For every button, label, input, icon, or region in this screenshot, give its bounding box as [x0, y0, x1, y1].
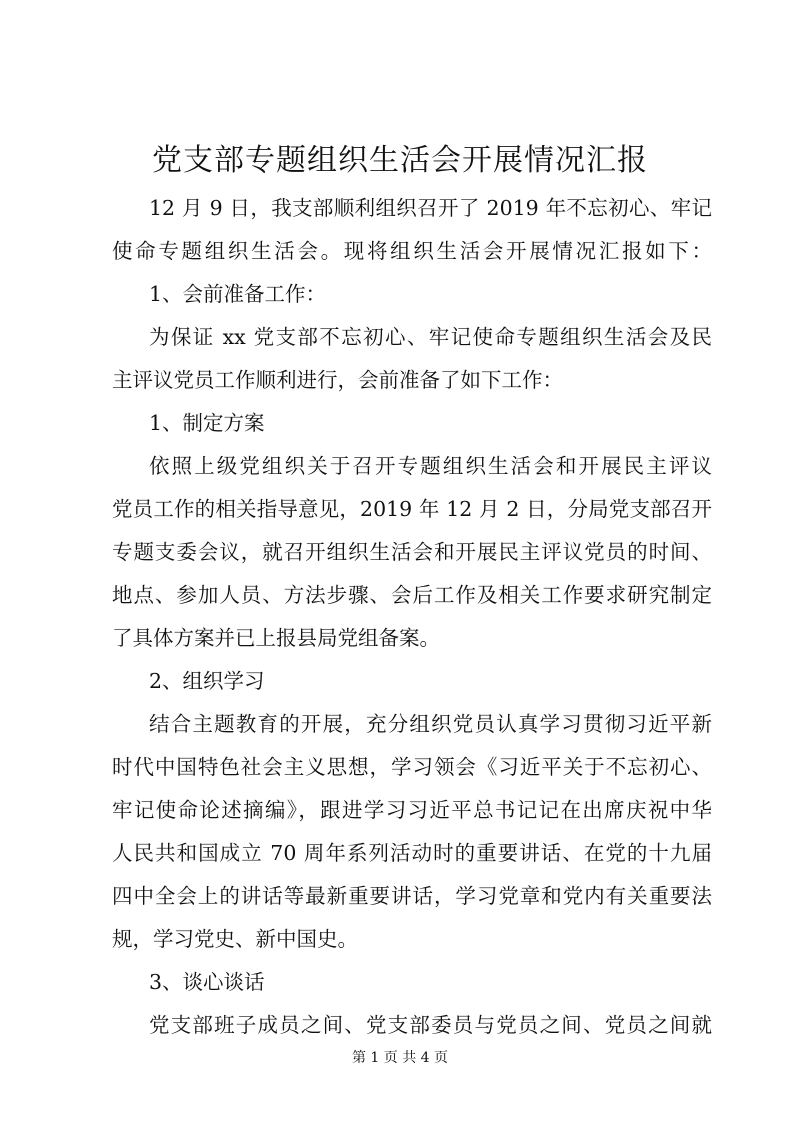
page-number-footer: 第 1 页 共 4 页: [351, 1050, 449, 1066]
text-line: 党员工作的相关指导意见，2019 年 12 月 2 日，分局党支部召开: [112, 497, 712, 521]
text-line: 规，学习党史、新中国史。: [112, 927, 358, 951]
text-line: 主评议党员工作顺利进行，会前准备了如下工作：: [112, 368, 563, 392]
text-line: 牢记使命论述摘编》，跟进学习习近平总书记记在出席庆祝中华: [112, 798, 712, 822]
text-line: 1、制定方案: [149, 411, 265, 435]
text-line: 地点、参加人员、方法步骤、会后工作及相关工作要求研究制定: [112, 583, 712, 607]
text-line: 3、谈心谈话: [149, 970, 265, 994]
text-line: 党支部班子成员之间、党支部委员与党员之间、党员之间就: [149, 1013, 712, 1037]
text-line: 2、组织学习: [149, 669, 265, 693]
document-title: 党支部专题组织生活会开展情况汇报: [152, 143, 648, 178]
text-line: 时代中国特色社会主义思想，学习领会《习近平关于不忘初心、: [112, 755, 712, 779]
text-line: 人民共和国成立 70 周年系列活动时的重要讲话、在党的十九届: [112, 841, 712, 865]
text-line: 专题支委会议，就召开组织生活会和开展民主评议党员的时间、: [112, 540, 712, 564]
text-line: 四中全会上的讲话等最新重要讲话，学习党章和党内有关重要法: [112, 884, 712, 908]
text-line: 结合主题教育的开展，充分组织党员认真学习贯彻习近平新: [149, 712, 712, 736]
text-line: 12 月 9 日，我支部顺利组织召开了 2019 年不忘初心、牢记: [149, 196, 712, 220]
text-line: 使命专题组织生活会。现将组织生活会开展情况汇报如下：: [112, 239, 712, 263]
text-line: 依照上级党组织关于召开专题组织生活会和开展民主评议: [149, 454, 712, 478]
text-line: 为保证 xx 党支部不忘初心、牢记使命专题组织生活会及民: [149, 325, 712, 349]
text-line: 1、会前准备工作：: [149, 282, 327, 306]
text-line: 了具体方案并已上报县局党组备案。: [112, 626, 440, 650]
